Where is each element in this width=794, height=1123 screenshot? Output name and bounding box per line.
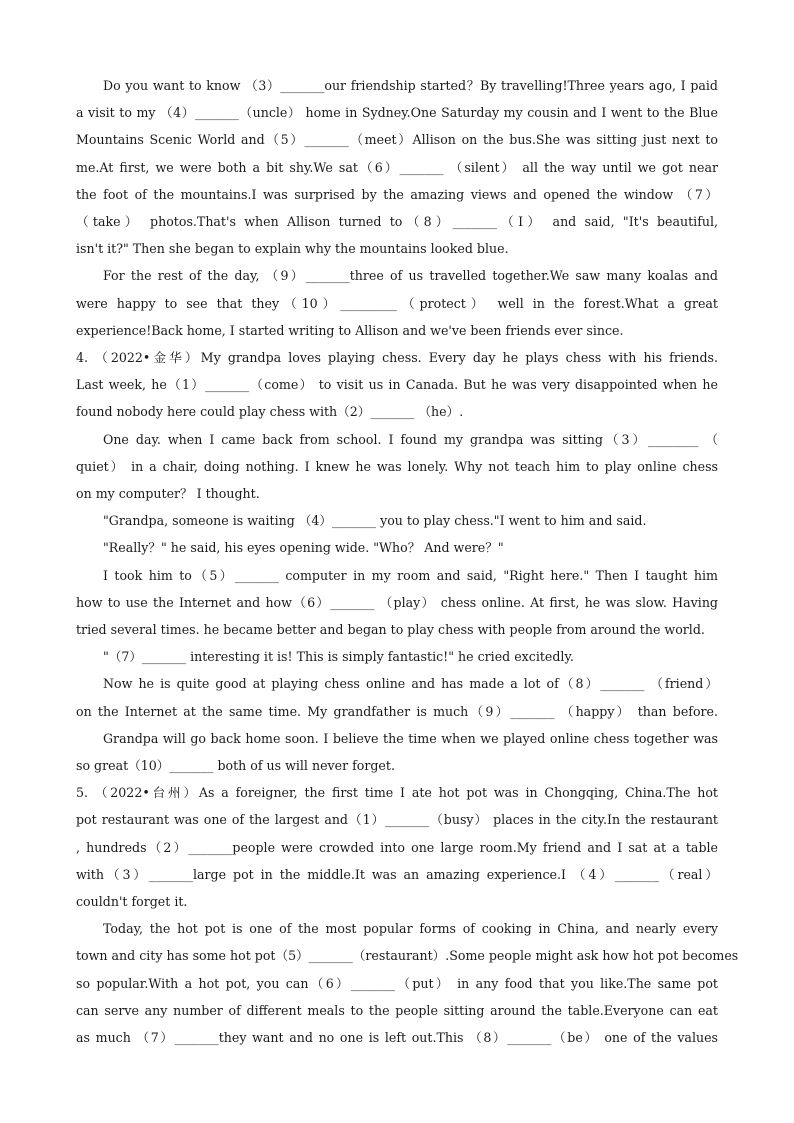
text-line: Last week, he（1）_______（come） to visit us in Canada. But he was very disappointed when he: [76, 377, 718, 393]
text-line: experience!Back home, I started writing to Allison and we've been friends ever since.: [76, 322, 624, 338]
text-line: town and city has some hot pot（5）_______（restaurant）.Some people might ask how hot pot becomes: [76, 948, 739, 964]
text-line: "（7）_______ interesting it is! This is simply fantastic!" he cried excitedly.: [103, 649, 574, 665]
text-line: the foot of the mountains.I was surprised by the amazing views and opened the window （7）: [76, 186, 718, 202]
text-line: isn't it?" Then she began to explain why the mountains looked blue.: [76, 241, 509, 257]
text-line: 5. （2022•台州）As a foreigner, the first time I ate hot pot was in Chongqing, China.The hot: [76, 785, 718, 801]
text-line: were happy to see that they（10）_________（protect） well in the forest.What a great: [76, 295, 718, 311]
text-line: with（3）_______large pot in the middle.It was an amazing experience.I （4）_______（real）: [76, 866, 718, 882]
text-line: For the rest of the day, （9）_______three of us travelled together.We saw many koalas and: [103, 268, 718, 284]
text-line: quiet） in a chair, doing nothing. I knew he was lonely. Why not teach him to play online chess: [76, 458, 718, 474]
text-line: "Grandpa, someone is waiting （4）_______ you to play chess."I went to him and said.: [103, 513, 647, 529]
text-line: Today, the hot pot is one of the most popular forms of cooking in China, and nearly every: [103, 921, 718, 937]
text-line: can serve any number of different meals to the people sitting around the table.Everyone can eat: [76, 1002, 718, 1018]
text-line: 4. （2022•金华）My grandpa loves playing chess. Every day he plays chess with his friends.: [76, 350, 718, 365]
text-line: found nobody here could play chess with（2）_______ （he）.: [76, 404, 464, 420]
text-line: how to use the Internet and how（6）_______ （play） chess online. At first, he was slow. Having: [76, 594, 718, 610]
text-line: on the Internet at the same time. My grandfather is much（9）_______ （happy） than before.: [76, 703, 718, 719]
text-line: as much （7）_______they want and no one is left out.This （8）_______（be） one of the values: [76, 1030, 718, 1045]
text-line: , hundreds（2）_______people were crowded into one large room.My friend and I sat at a table: [76, 839, 718, 855]
text-line: Mountains Scenic World and（5）_______（meet）Allison on the bus.She was sitting just next to: [76, 132, 718, 148]
text-line: pot restaurant was one of the largest and（1）_______（busy） places in the city.In the restaurant: [76, 812, 718, 828]
text-line: me.At first, we were both a bit shy.We sat（6）_______ （silent） all the way until we got near: [76, 159, 718, 175]
text-line: so great（10）_______ both of us will never forget.: [76, 758, 395, 773]
text-line: so popular.With a hot pot, you can（6）_______（put） in any food that you like.The same pot: [76, 975, 718, 991]
text-line: One day. when I came back from school. I found my grandpa was sitting（3）________ （: [103, 431, 718, 447]
text-line: "Really？" he said, his eyes opening wide. "Who？ And were？": [103, 540, 504, 556]
text-line: I took him to（5）_______ computer in my room and said, "Right here." Then I taught him: [103, 567, 718, 583]
text-line: Now he is quite good at playing chess online and has made a lot of（8）_______ （friend）: [103, 676, 718, 692]
text-line: Grandpa will go back home soon. I believe the time when we played online chess together was: [103, 730, 718, 746]
text-line: Do you want to know （3）_______our friendship started？By travelling!Three years ago, I paid: [103, 78, 718, 93]
text-line: couldn't forget it.: [76, 894, 188, 909]
text-line: a visit to my （4）_______（uncle） home in Sydney.One Saturday my cousin and I went to the Blue: [76, 105, 718, 121]
text-line: on my computer？ I thought.: [76, 486, 260, 501]
text-line: （take） photos.That's when Allison turned to（8）_______（I） and said, "It's beautiful,: [76, 214, 718, 229]
text-line: tried several times. he became better and began to play chess with people from around the world.: [76, 622, 705, 637]
